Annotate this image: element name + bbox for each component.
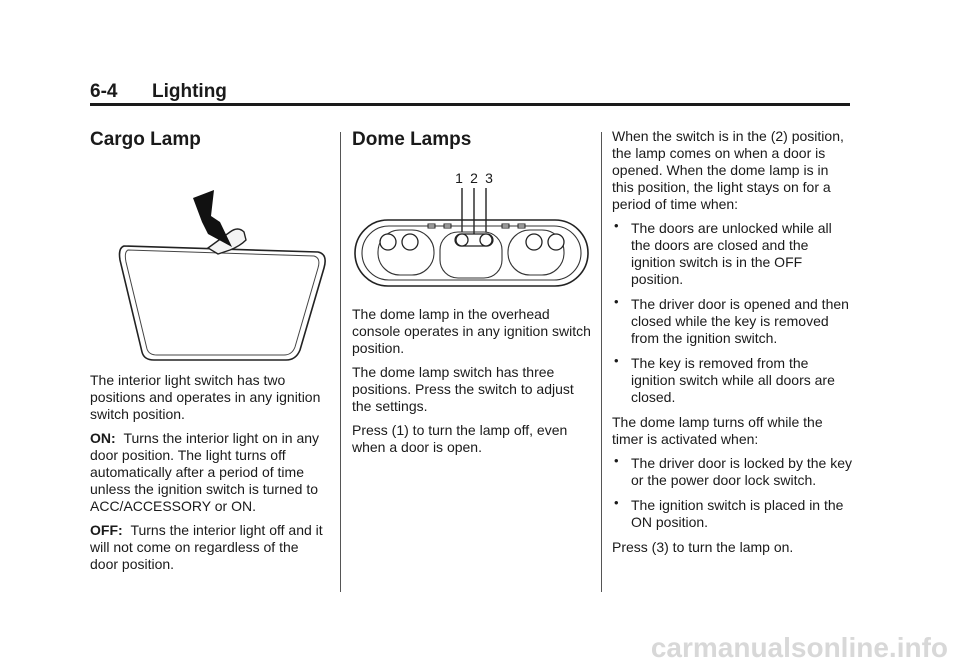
cargo-lamp-housing <box>120 246 326 360</box>
bullet-list-2 <box>612 455 852 531</box>
dome-lamps-para-1: The dome lamp in the overhead console operates in any ignition switch position. <box>352 306 591 356</box>
dome-lamps-heading: Dome Lamps <box>352 129 472 150</box>
left-lamp-button-b <box>402 234 418 250</box>
header-rule <box>90 103 850 106</box>
arrow-icon <box>193 190 232 247</box>
cargo-lamp-figure <box>90 164 330 364</box>
right-lamp-button-b <box>548 234 564 250</box>
left-lamp-button-a <box>380 234 396 250</box>
cargo-lamp-on-paragraph <box>90 430 330 515</box>
dome-lamps-para-2: The dome lamp switch has three positions. Press the switch to adjust the settings. <box>352 364 574 414</box>
callout-1: 1 <box>455 170 463 186</box>
section-title: Lighting <box>152 81 227 102</box>
dome-lamps-para-3: Press (1) to turn the lamp off, even when a door is open. <box>352 422 568 455</box>
column-divider-right <box>601 132 602 592</box>
watermark: carmanualsonline.info <box>650 632 948 663</box>
bullet-list-1 <box>612 220 852 406</box>
on-text: Turns the interior light on in any door position. The light turns off automatically after a period of time unless the ignition switch is turned to ACC/ACCESSORY or ON. <box>90 430 320 514</box>
dome-lamps-column <box>352 128 592 463</box>
list-item: • The ignition switch is placed in the ON position. <box>612 497 852 531</box>
on-label: ON: <box>90 430 116 446</box>
callout-2: 2 <box>470 170 478 186</box>
right-column <box>612 128 852 563</box>
cargo-lamp-column <box>90 128 330 580</box>
right-lamp-button-a <box>526 234 542 250</box>
list-item: • The doors are unlocked while all the doors are closed and the ignition switch is in the OFF position. <box>612 220 852 288</box>
console-outer <box>355 220 588 286</box>
switch-position-3 <box>480 234 492 246</box>
right-para-1: When the switch is in the (2) position, the lamp comes on when a door is opened. When the dome lamp is in this position, the light stays on for a period of time when: <box>612 128 844 212</box>
cargo-lamp-heading: Cargo Lamp <box>90 129 201 150</box>
page-header <box>90 80 850 108</box>
cargo-lamp-off-paragraph <box>90 522 330 573</box>
callout-3: 3 <box>485 170 493 186</box>
cargo-lamp-intro: The interior light switch has two positions and operates in any ignition switch position. <box>90 372 321 422</box>
switch-position-1 <box>456 234 468 246</box>
list-item: • The driver door is opened and then closed while the key is removed from the ignition switch. <box>612 296 852 347</box>
page-number: 6-4 <box>90 81 118 102</box>
right-para-2: The dome lamp turns off while the timer is activated when: <box>612 414 823 447</box>
right-para-3: Press (3) to turn the lamp on. <box>612 539 794 555</box>
off-label: OFF: <box>90 522 123 538</box>
column-divider-left <box>340 132 341 592</box>
list-item: • The key is removed from the ignition switch while all doors are closed. <box>612 355 852 406</box>
list-item: • The driver door is locked by the key or the power door lock switch. <box>612 455 852 489</box>
dome-lamp-figure <box>352 166 592 296</box>
off-text: Turns the interior light off and it will not come on regardless of the door position. <box>90 522 323 572</box>
